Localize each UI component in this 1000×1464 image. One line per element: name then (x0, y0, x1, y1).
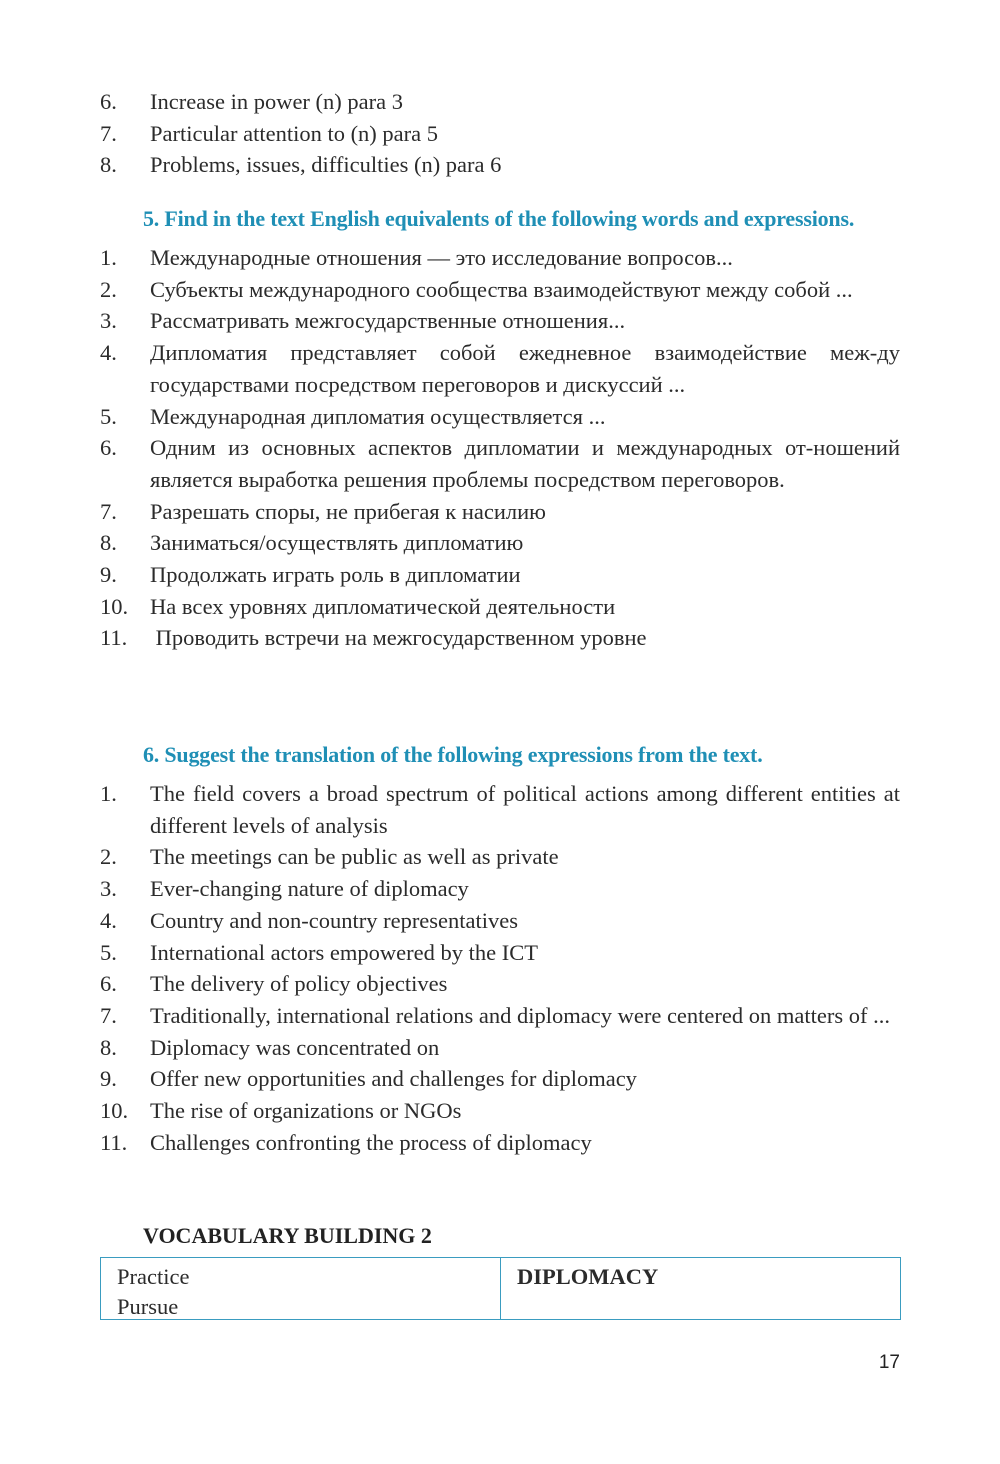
list-item-text: International actors empowered by the ICT (150, 939, 538, 965)
exercise-6-list (100, 778, 900, 1158)
list-top (100, 86, 900, 181)
list-item-text: Одним из основных аспектов дипломатии и международных от-ношений является выработка решения проблемы посредством переговоров. (150, 435, 900, 492)
list-item (100, 559, 900, 591)
list-item (100, 242, 900, 274)
vocabulary-left-column (101, 1258, 501, 1319)
exercise-5-heading: 5. Find in the text English equivalents of the following words and expressions. (143, 206, 855, 231)
list-item-text: Problems, issues, difficulties (n) para 6 (150, 152, 502, 178)
list-item (100, 86, 900, 118)
list-item-number: 8. (100, 152, 117, 178)
list-item-text: Diplomacy was concentrated on (150, 1034, 440, 1060)
list-item-number: 3. (100, 876, 117, 902)
list-item (100, 496, 900, 528)
list-item (100, 305, 900, 337)
list-item-text: Ever-changing nature of diplomacy (150, 876, 469, 902)
vocabulary-title: VOCABULARY BUILDING 2 (143, 1223, 432, 1248)
list-item-number: 11. (100, 625, 128, 651)
list-item-number: 2. (100, 276, 117, 302)
list-item-text: Субъекты международного сообщества взаимодействуют между собой ... (150, 276, 853, 302)
list-item-number: 9. (100, 1066, 117, 1092)
exercise-6-heading: 6. Suggest the translation of the following expressions from the text. (143, 742, 763, 767)
list-item-number: 7. (100, 1002, 117, 1028)
list-item-number: 6. (100, 89, 117, 114)
list-item (100, 1000, 900, 1032)
list-item (100, 1032, 900, 1064)
list-item-text: Challenges confronting the process of diplomacy (150, 1129, 592, 1155)
list-item-number: 9. (100, 562, 117, 588)
vocabulary-table (100, 1257, 901, 1320)
list-item-text: The delivery of policy objectives (150, 971, 448, 997)
list-item-number: 5. (100, 939, 117, 965)
list-item (100, 1063, 900, 1095)
list-item-text: Рассматривать межгосударственные отношения... (150, 308, 626, 334)
list-item (100, 873, 900, 905)
list-item (100, 1095, 900, 1127)
list-item-text: The rise of organizations or NGOs (150, 1098, 462, 1124)
list-item-text: Particular attention to (n) para 5 (150, 120, 439, 146)
list-item-text: Проводить встречи на межгосударственном уровне (150, 625, 647, 651)
list-item (100, 778, 900, 841)
list-item-number: 1. (100, 781, 117, 806)
list-item (100, 149, 900, 181)
list-item-number: 7. (100, 120, 117, 146)
list-item-text: Country and non-country representatives (150, 907, 519, 933)
list-item (100, 968, 900, 1000)
list-item-number: 6. (100, 435, 117, 461)
list-item-number: 10. (100, 593, 129, 619)
list-item (100, 432, 900, 495)
list-item-number: 4. (100, 907, 117, 933)
list-item (100, 905, 900, 937)
list-item (100, 527, 900, 559)
vocabulary-keyword: DIPLOMACY (517, 1264, 659, 1289)
list-item-text: Offer new opportunities and challenges for diplomacy (150, 1066, 637, 1092)
list-item-text: Traditionally, international relations and diplomacy were centered on matters of ... (150, 1002, 890, 1028)
list-item-number: 6. (100, 971, 117, 997)
list-item-number: 3. (100, 308, 117, 334)
list-item-text: The field covers a broad spectrum of political actions among different entities at different levels of analysis (150, 781, 900, 838)
list-item (100, 937, 900, 969)
list-item-number: 11. (100, 1129, 128, 1155)
list-item-text: Разрешать споры, не прибегая к насилию (150, 498, 546, 524)
list-item (100, 591, 900, 623)
list-item-number: 7. (100, 498, 117, 524)
list-item (100, 841, 900, 873)
list-item-number: 8. (100, 1034, 117, 1060)
list-item-text: The meetings can be public as well as private (150, 844, 559, 870)
list-item-number: 5. (100, 403, 117, 429)
vocabulary-word: Pursue (117, 1294, 179, 1319)
vocabulary-word: Practice (117, 1264, 190, 1289)
list-item-number: 1. (100, 245, 117, 270)
exercise-5-list (100, 242, 900, 654)
list-item-number: 8. (100, 530, 117, 556)
list-item-text: Международная дипломатия осуществляется ... (150, 403, 606, 429)
list-item (100, 118, 900, 150)
list-item (100, 274, 900, 306)
vocabulary-right-column (501, 1258, 900, 1319)
list-item-text: Заниматься/осуществлять дипломатию (150, 530, 524, 556)
list-item-number: 10. (100, 1098, 129, 1124)
list-item (100, 622, 900, 654)
list-item-text: Международные отношения — это исследование вопросов... (150, 245, 733, 270)
list-item-text: Increase in power (n) para 3 (150, 89, 403, 114)
page-number: 17 (878, 1352, 900, 1373)
list-item-number: 2. (100, 844, 117, 870)
list-item-text: Дипломатия представляет собой ежедневное взаимодействие меж-ду государствами посредством переговоров и дискуссий ... (150, 340, 900, 397)
list-item (100, 1127, 900, 1159)
list-item-text: Продолжать играть роль в дипломатии (150, 562, 521, 588)
list-item-text: На всех уровнях дипломатической деятельности (150, 593, 616, 619)
list-item-number: 4. (100, 340, 117, 366)
list-item (100, 337, 900, 400)
list-item (100, 401, 900, 433)
